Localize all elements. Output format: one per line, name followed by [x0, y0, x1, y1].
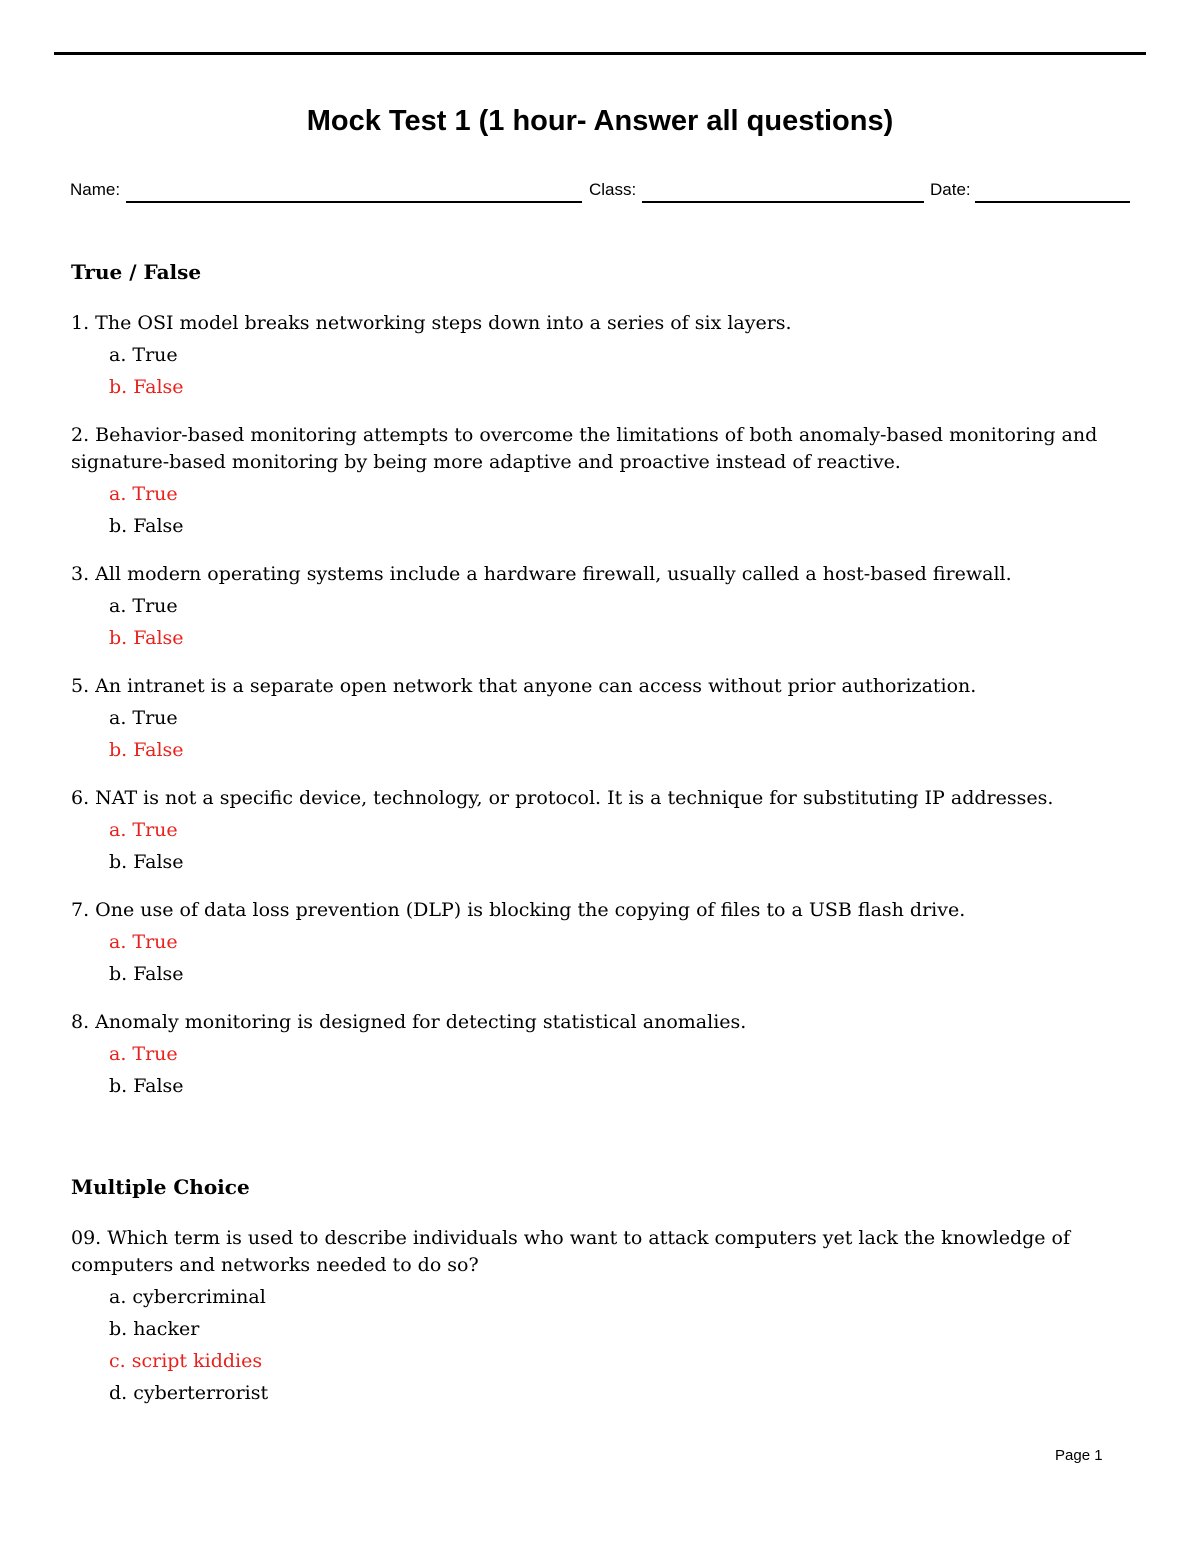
class-field[interactable]	[642, 201, 924, 203]
section-spacer	[71, 1121, 1131, 1173]
answer-option-correct[interactable]: a. True	[109, 1043, 178, 1065]
question-text: 6. NAT is not a specific device, technology, or protocol. It is a technique for substituting IP addresses.	[71, 787, 1054, 809]
answer-option[interactable]: a. True	[109, 595, 178, 617]
answer-option[interactable]: a. cybercriminal	[109, 1286, 266, 1308]
answer-option[interactable]: b. False	[109, 1075, 184, 1097]
name-field[interactable]	[126, 201, 582, 203]
question	[71, 422, 1131, 542]
question-text: 3. All modern operating systems include a hardware firewall, usually called a host-based firewall.	[71, 563, 1012, 585]
answer-option[interactable]: a. True	[109, 344, 178, 366]
question	[71, 1009, 1131, 1102]
answer-option-correct[interactable]: b. False	[109, 376, 184, 398]
class-label: Class:	[589, 180, 637, 199]
top-rule	[54, 52, 1146, 55]
question	[71, 785, 1131, 878]
answer-option[interactable]: b. False	[109, 851, 184, 873]
answer-option[interactable]: b. False	[109, 963, 184, 985]
date-field[interactable]	[975, 201, 1130, 203]
question	[71, 673, 1131, 766]
answer-option[interactable]: b. hacker	[109, 1318, 200, 1340]
page-number: Page 1	[1055, 1447, 1103, 1464]
question-text: 2. Behavior-based monitoring attempts to overcome the limitations of both anomaly-based monitoring and signature-based monitoring by being more adaptive and proactive instead of reactive.	[71, 424, 1098, 473]
answer-option-correct[interactable]: c. script kiddies	[109, 1350, 263, 1372]
answer-option[interactable]: a. True	[109, 707, 178, 729]
date-label: Date:	[930, 180, 971, 199]
question	[71, 561, 1131, 654]
student-info-row	[70, 180, 1130, 206]
answer-option-correct[interactable]: a. True	[109, 931, 178, 953]
answer-option[interactable]: b. False	[109, 515, 184, 537]
question-text: 7. One use of data loss prevention (DLP) is blocking the copying of files to a USB flash drive.	[71, 899, 966, 921]
question-content	[71, 258, 1131, 1428]
answer-option-correct[interactable]: a. True	[109, 819, 178, 841]
question	[71, 1225, 1131, 1409]
question	[71, 310, 1131, 403]
page-title: Mock Test 1 (1 hour- Answer all questions)	[306, 105, 894, 137]
answer-option-correct[interactable]: a. True	[109, 483, 178, 505]
question-text: 5. An intranet is a separate open network that anyone can access without prior authorization.	[71, 675, 977, 697]
question-text: 1. The OSI model breaks networking steps down into a series of six layers.	[71, 312, 792, 334]
question-text: 8. Anomaly monitoring is designed for detecting statistical anomalies.	[71, 1011, 747, 1033]
question-text: 09. Which term is used to describe individuals who want to attack computers yet lack the knowledge of computers and networks needed to do so?	[71, 1227, 1071, 1276]
answer-option-correct[interactable]: b. False	[109, 627, 184, 649]
name-label: Name:	[70, 180, 121, 199]
section-heading: Multiple Choice	[71, 1175, 250, 1199]
question	[71, 897, 1131, 990]
section-heading: True / False	[71, 260, 202, 284]
answer-option[interactable]: d. cyberterrorist	[109, 1382, 269, 1404]
answer-option-correct[interactable]: b. False	[109, 739, 184, 761]
